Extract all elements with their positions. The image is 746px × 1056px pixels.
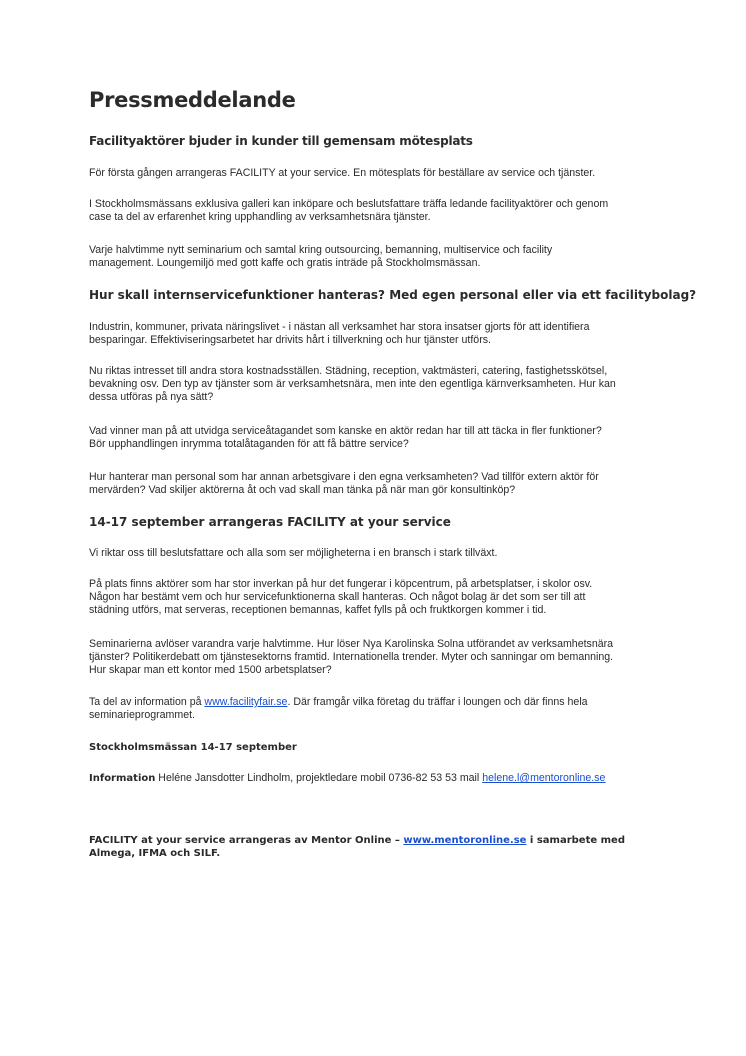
paragraph-section3-3 — [89, 638, 613, 677]
text-line: Almega, IFMA och SILF. — [89, 848, 221, 859]
page-title: Pressmeddelande — [89, 88, 296, 112]
text-line: seminarieprogrammet. — [89, 709, 195, 721]
paragraph-section2-3 — [89, 425, 602, 451]
venue-dates: Stockholmsmässan 14-17 september — [89, 742, 297, 753]
paragraph-intro-1 — [89, 167, 595, 180]
contact-text: Heléne Jansdotter Lindholm, projektledare mobil 0736-82 53 53 mail — [155, 772, 483, 784]
contact-information — [89, 772, 605, 785]
footer-organizer — [89, 834, 625, 860]
text-line: mervärden? Vad skiljer aktörerna åt och vad skall man tänka på när man gör konsultinköp? — [89, 484, 516, 496]
paragraph-section2-4 — [89, 471, 599, 497]
text-segment: Ta del av information på — [89, 696, 205, 708]
heading-facility-actors: Facilityaktörer bjuder in kunder till gemensam mötesplats — [89, 134, 473, 148]
text-line: Varje halvtimme nytt seminarium och samtal kring outsourcing, bemanning, multiservice och facility — [89, 244, 553, 256]
text-line: städning utförs, mat serveras, receptionen bemannas, kaffet fylls på och fruktkorgen kommer i tid. — [89, 604, 547, 616]
text-segment: . Där framgår vilka företag du träffar i loungen och där finns hela — [287, 696, 588, 708]
text-line: Någon har bestämt vem och hur servicefunktionerna skall hanteras. Och något bolag är det som ser till att — [89, 591, 586, 603]
text-line: tjänster? Politikerdebatt om tjänstesektorns framtid. Internationella trender. Myter och sanningar om bemanning. — [89, 651, 614, 663]
paragraph-section3-2 — [89, 578, 592, 617]
text-line: besparingar. Effektiviseringsarbetet har drivits hårt i tillverkning och hur tjänster utförs. — [89, 334, 491, 346]
information-label: Information — [89, 773, 156, 784]
text-line: Hur hanterar man personal som har annan arbetsgivare i den egna verksamheten? Vad tillför extern aktör för — [89, 471, 599, 483]
text-line — [89, 696, 588, 709]
paragraph-intro-2 — [89, 198, 608, 224]
text-line: management. Loungemiljö med gott kaffe och gratis inträde på Stockholmsmässan. — [89, 257, 481, 269]
text-line: Vad vinner man på att utvidga serviceåtagandet som kanske en aktör redan har till att täcka in fler funktioner? — [89, 425, 602, 437]
text-line: dessa utföras på nya sätt? — [89, 391, 214, 403]
paragraph-section3-1 — [89, 547, 497, 560]
text-segment: i samarbete med — [526, 835, 625, 846]
heading-event-dates: 14-17 september arrangeras FACILITY at your service — [89, 515, 451, 529]
email-link[interactable]: helene.l@mentoronline.se — [482, 772, 606, 784]
text-line: case ta del av erfarenhet kring upphandling av verksamhetsnära tjänster. — [89, 211, 431, 223]
paragraph-section2-1 — [89, 321, 589, 347]
text-line: I Stockholmsmässans exklusiva galleri kan inköpare och beslutsfattare träffa ledande facilityaktörer och genom — [89, 198, 609, 210]
facilityfair-link[interactable]: www.facilityfair.se — [204, 696, 288, 708]
text-line: Nu riktas intresset till andra stora kostnadsställen. Städning, reception, vaktmästeri, catering, fastighetsskötsel, — [89, 365, 608, 377]
text-line — [89, 834, 625, 847]
text-line: På plats finns aktörer som har stor inverkan på hur det fungerar i köpcentrum, på arbetsplatser, i skolor osv. — [89, 578, 593, 590]
text-line: Bör upphandlingen inrymma totalåtaganden för att få bättre service? — [89, 438, 409, 450]
paragraph-section2-2 — [89, 365, 616, 404]
heading-internal-service: Hur skall internservicefunktioner hanteras? Med egen personal eller via ett facilitybolag? — [89, 288, 697, 302]
text-line: bevakning osv. Den typ av tjänster som är verksamhetsnära, men inte den egentliga kärnverksamheten. Hur kan — [89, 378, 616, 390]
text-line: Vi riktar oss till beslutsfattare och alla som ser möjligheterna i en bransch i stark tillväxt. — [89, 547, 498, 559]
text-line: Seminarierna avlöser varandra varje halvtimme. Hur löser Nya Karolinska Solna utförandet av verksamhetsnära — [89, 638, 614, 650]
text-line: Hur skapar man ett kontor med 1500 arbetsplatser? — [89, 664, 332, 676]
text-line: Industrin, kommuner, privata näringslivet - i nästan all verksamhet har stora insatser gjorts för att identifiera — [89, 321, 590, 333]
text-line: För första gången arrangeras FACILITY at your service. En mötesplats för beställare av service och tjänster. — [89, 167, 596, 179]
paragraph-section3-4 — [89, 696, 588, 722]
paragraph-intro-3 — [89, 244, 552, 270]
mentoronline-link[interactable]: www.mentoronline.se — [403, 835, 527, 846]
text-segment: FACILITY at your service arrangeras av Mentor Online – — [89, 835, 404, 846]
